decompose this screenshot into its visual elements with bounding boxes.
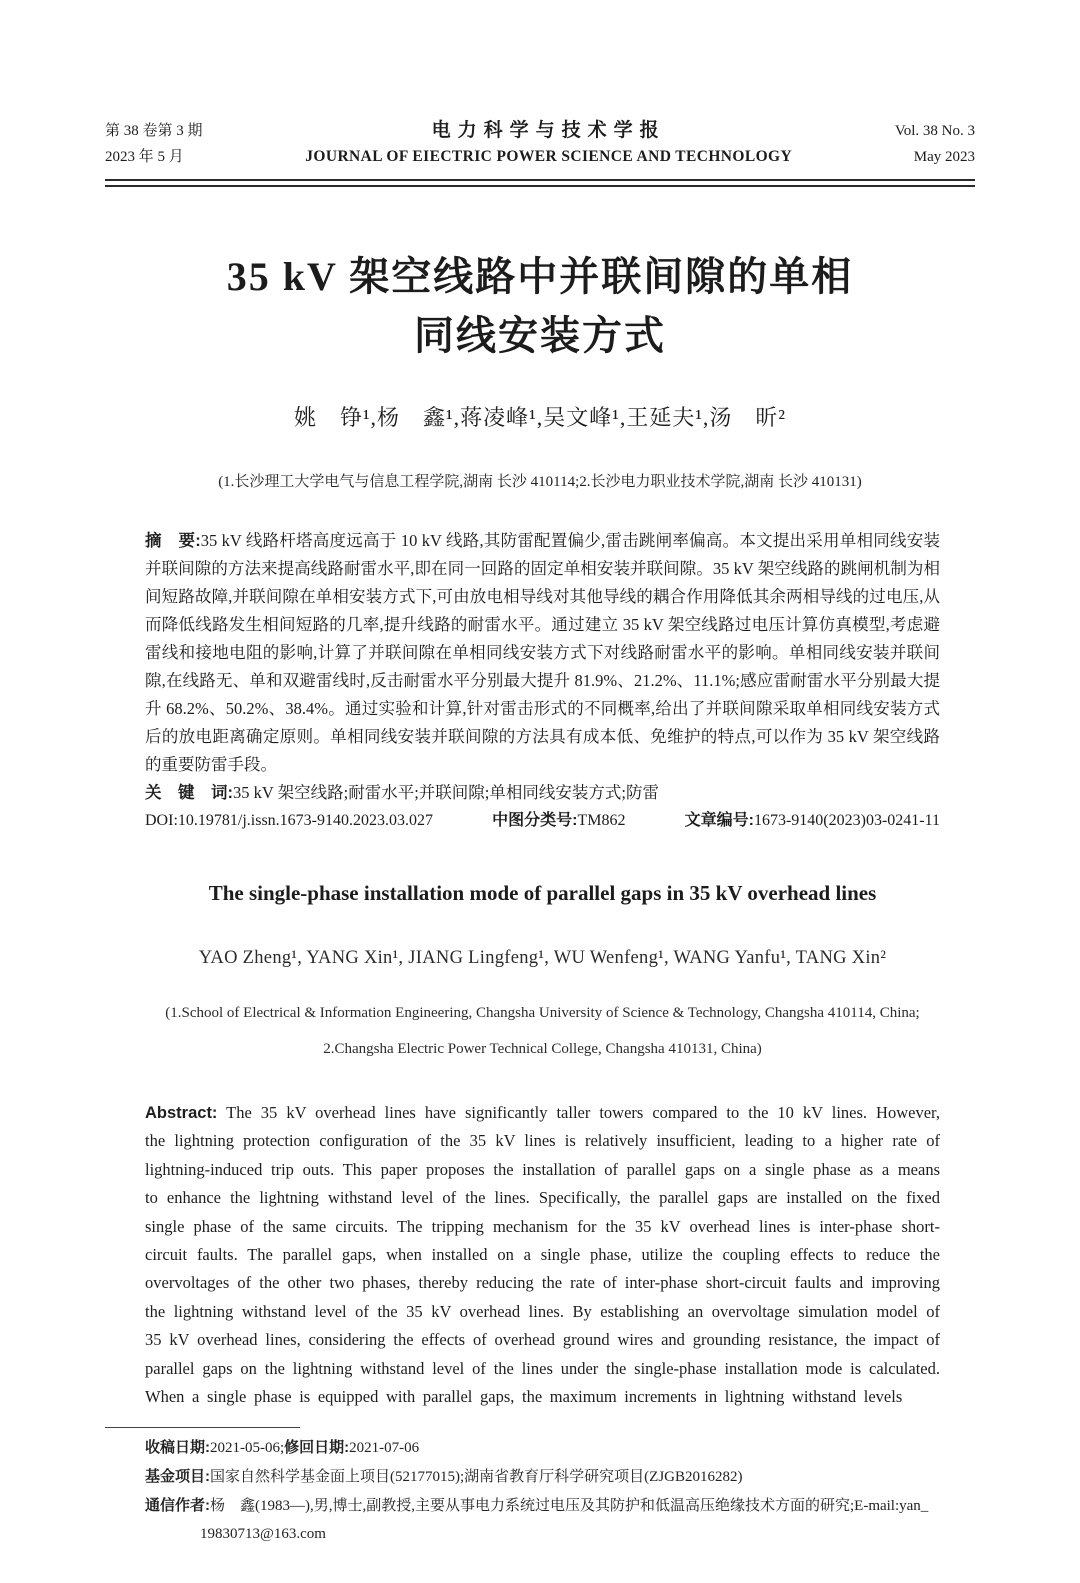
footnotes [145, 1434, 960, 1548]
keywords-cn-text: 35 kV 架空线路;耐雷水平;并联间隙;单相同线安装方式;防雷 [233, 783, 659, 802]
issue-date-cn: 2023 年 5 月 [105, 149, 184, 165]
abstract-en-text: The 35 kV overhead lines have significantly taller towers compared to the 10 kV lines. However, the lightning protection configuration of the 35 kV lines is relatively insufficient, leading to a higher rate of lightning-induced trip outs. This paper proposes the installation of parallel gaps on a single phase as a means to enhance the lightning withstand level of the lines. Specifically, the parallel gaps are installed on the fixed single phase of the same circuits. The tripping mechanism for the 35 kV overhead lines is inter-phase short-circuit faults. The parallel gaps, when installed on a single phase, utilize the coupling effects to reduce the overvoltages of the other two phases, thereby reducing the rate of inter-phase short-circuit faults and improving the lightning withstand level of the 35 kV overhead lines. By establishing an overvoltage simulation model of 35 kV overhead lines, considering the effects of overhead ground wires and grounding resistance, the impact of parallel gaps on the lightning withstand level of the lines under the single-phase installation mode is calculated. When a single phase is equipped with parallel gaps, the maximum increments in lightning withstand levels [145, 1103, 940, 1407]
revised-date-label: 修回日期: [284, 1439, 350, 1457]
paper-title-cn-line1: 35 kV 架空线路中并联间隙的单相 [226, 254, 854, 299]
affiliation-en-line1: (1.School of Electrical & Information Engineering, Changsha University of Science & Technology, Changsha 410114, China; [165, 1005, 920, 1021]
journal-name-en: JOURNAL OF EIECTRIC POWER SCIENCE AND TECHNOLOGY [305, 148, 793, 165]
header-volume-block [895, 118, 975, 170]
corresponding-author-label: 通信作者: [145, 1496, 210, 1514]
received-date-value: 2021-05-06; [210, 1440, 285, 1457]
paper-title-cn-line2: 同线安装方式 [414, 313, 666, 358]
clc-value: TM862 [577, 812, 626, 829]
clc-label: 中图分类号: [492, 812, 578, 829]
article-id-label: 文章编号: [684, 812, 754, 829]
authors-cn: 姚 铮¹,杨 鑫¹,蒋凌峰¹,吴文峰¹,王延夫¹,汤 昕² [293, 405, 787, 430]
keywords-cn [145, 779, 940, 807]
affiliation-en [145, 995, 940, 1067]
abstract-en-label: Abstract: [145, 1104, 218, 1122]
clc-number [492, 807, 625, 835]
article-meta-line [145, 807, 940, 835]
revised-date-value: 2021-07-06 [349, 1440, 420, 1457]
footnote-corresponding-author [145, 1492, 960, 1521]
funding-label: 基金项目: [145, 1468, 210, 1486]
abstract-cn [145, 527, 940, 779]
funding-value: 国家自然科学基金面上项目(52177015);湖南省教育厅科学研究项目(ZJGB2016282) [210, 1469, 743, 1486]
footnote-divider-rule [105, 1427, 300, 1428]
abstract-cn-text: 35 kV 线路杆塔高度远高于 10 kV 线路,其防雷配置偏少,雷击跳闸率偏高。本文提出采用单相同线安装并联间隙的方法来提高线路耐雷水平,即在同一回路的固定单相安装并联间隙。35 kV 架空线路的跳闸机制为相间短路故障,并联间隙在单相安装方式下,可由放电相导线对其他导线的耦合作用降低其余两相导线的过电压,从而降低线路发生相间短路的几率,提升线路的耐雷水平。通过建立 35 kV 架空线路过电压计算仿真模型,考虑避雷线和接地电阻的影响,计算了并联间隙在单相同线安装方式下对线路耐雷水平的影响。单相同线安装并联间隙,在线路无、单和双避雷线时,反击耐雷水平分别最大提升 81.9%、21.2%、11.1%;感应雷耐雷水平分别最大提升 68.2%、50.2%、38.4%。通过实验和计算,针对雷击形式的不同概率,给出了并联间隙采取单相同线安装方式后的放电距离确定原则。单相同线安装并联间隙的方法具有成本低、免维护的特点,可以作为 35 kV 架空线路的重要防雷手段。 [145, 531, 940, 774]
doi-label: DOI: [145, 812, 178, 829]
footnote-received [145, 1434, 960, 1463]
corresponding-author-value: 杨 鑫(1983—),男,博士,副教授,主要从事电力系统过电压及其防护和低温高压绝缘技术方面的研究;E-mail:yan_ [210, 1497, 929, 1514]
received-date-label: 收稿日期: [145, 1439, 210, 1457]
paper-page [0, 118, 1080, 1583]
abstract-en [145, 1099, 940, 1411]
affiliation-cn: (1.长沙理工大学电气与信息工程学院,湖南 长沙 410114;2.长沙电力职业技术学院,湖南 长沙 410131) [218, 474, 862, 490]
paper-title-en: The single-phase installation mode of parallel gaps in 35 kV overhead lines [208, 881, 877, 905]
journal-name-block [203, 118, 895, 170]
article-id [685, 807, 940, 835]
journal-header [105, 118, 975, 170]
chinese-front-matter [145, 527, 940, 1411]
paper-title-cn [120, 247, 960, 365]
issue-date-en: May 2023 [913, 149, 975, 165]
volume-number-en: Vol. 38 No. 3 [894, 123, 975, 139]
header-issue-block [105, 118, 203, 170]
journal-name-cn: 电力科学与技术学报 [431, 120, 666, 141]
doi [145, 807, 433, 835]
affiliation-en-line2: 2.Changsha Electric Power Technical College, Changsha 410131, China) [323, 1041, 762, 1057]
footnote-funding [145, 1463, 960, 1492]
authors-en: YAO Zheng¹, YANG Xin¹, JIANG Lingfeng¹, WU Wenfeng¹, WANG Yanfu¹, TANG Xin² [198, 948, 887, 968]
abstract-cn-label: 摘 要: [145, 532, 201, 550]
header-divider-rule [105, 179, 975, 187]
corresponding-author-email-cont: 19830713@163.com [200, 1526, 326, 1543]
doi-value: 10.19781/j.issn.1673-9140.2023.03.027 [177, 812, 434, 829]
issue-number-cn: 第 38 卷第 3 期 [105, 123, 203, 139]
keywords-cn-label: 关 键 词: [145, 784, 233, 802]
article-id-value: 1673-9140(2023)03-0241-11 [753, 812, 940, 829]
